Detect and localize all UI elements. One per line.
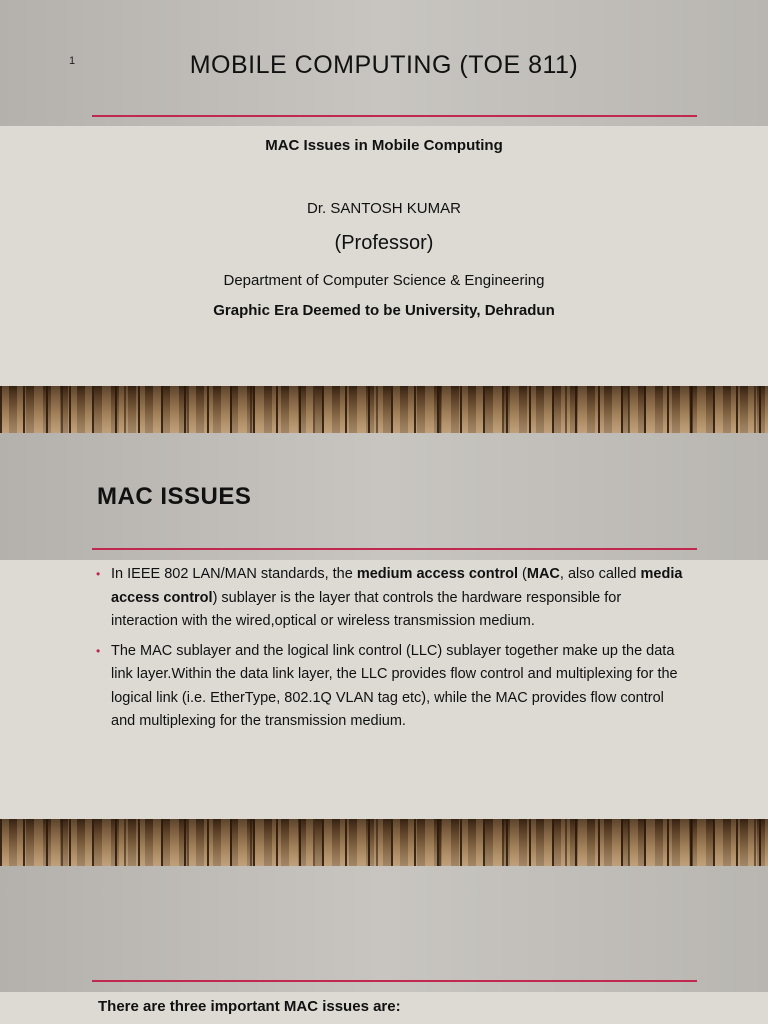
bold-term: medium access control	[356, 566, 518, 582]
section-title: MAC ISSUES	[97, 483, 252, 510]
bullet-list	[96, 563, 686, 740]
lead-text: There are three important MAC issues are:	[98, 998, 401, 1015]
author-name: Dr. SANTOSH KUMAR	[307, 200, 461, 217]
bullet-item	[96, 640, 686, 734]
accent-rule	[92, 548, 697, 550]
bullet-text: The MAC sublayer and the logical link control (LLC) sublayer together make up the data link layer.Within the data link layer, the LLC provides flow control and multiplexing for the logical link (i.e. EtherType, 802.1Q VLAN tag etc), while the MAC provides flow control and multiplexing for the transmission medium.	[111, 642, 678, 729]
mac-issues-slide	[0, 433, 768, 819]
lecture-subtitle: MAC Issues in Mobile Computing	[265, 137, 503, 154]
slide-number: 1	[69, 55, 76, 67]
author-role: (Professor)	[334, 232, 434, 254]
slide-body-band	[0, 126, 768, 386]
bold-term: MAC	[526, 566, 560, 582]
bullet-text: (	[518, 566, 527, 582]
title-slide	[0, 0, 768, 386]
bold-term: media access control	[111, 566, 683, 606]
department-name: Department of Computer Science & Engineering	[223, 272, 545, 289]
accent-rule	[92, 115, 697, 117]
slide-header-band	[0, 866, 768, 992]
bullet-item	[96, 563, 686, 634]
bullet-text: In IEEE 802 LAN/MAN standards, the	[111, 566, 357, 582]
accent-rule	[92, 980, 697, 982]
bullet-dot-icon: •	[96, 643, 101, 658]
course-title: MOBILE COMPUTING (TOE 811)	[189, 51, 579, 79]
mac-issues-list-slide	[0, 866, 768, 1024]
wood-floor-divider	[0, 819, 768, 866]
bullet-dot-icon: •	[96, 567, 101, 581]
bullet-text: , also called	[559, 566, 641, 582]
wood-floor-divider	[0, 386, 768, 433]
bullet-text: ) sublayer is the layer that controls the hardware responsible for interaction with the wired,optical or wireless transmission medium.	[111, 589, 622, 629]
university-name: Graphic Era Deemed to be University, Dehradun	[213, 302, 555, 319]
